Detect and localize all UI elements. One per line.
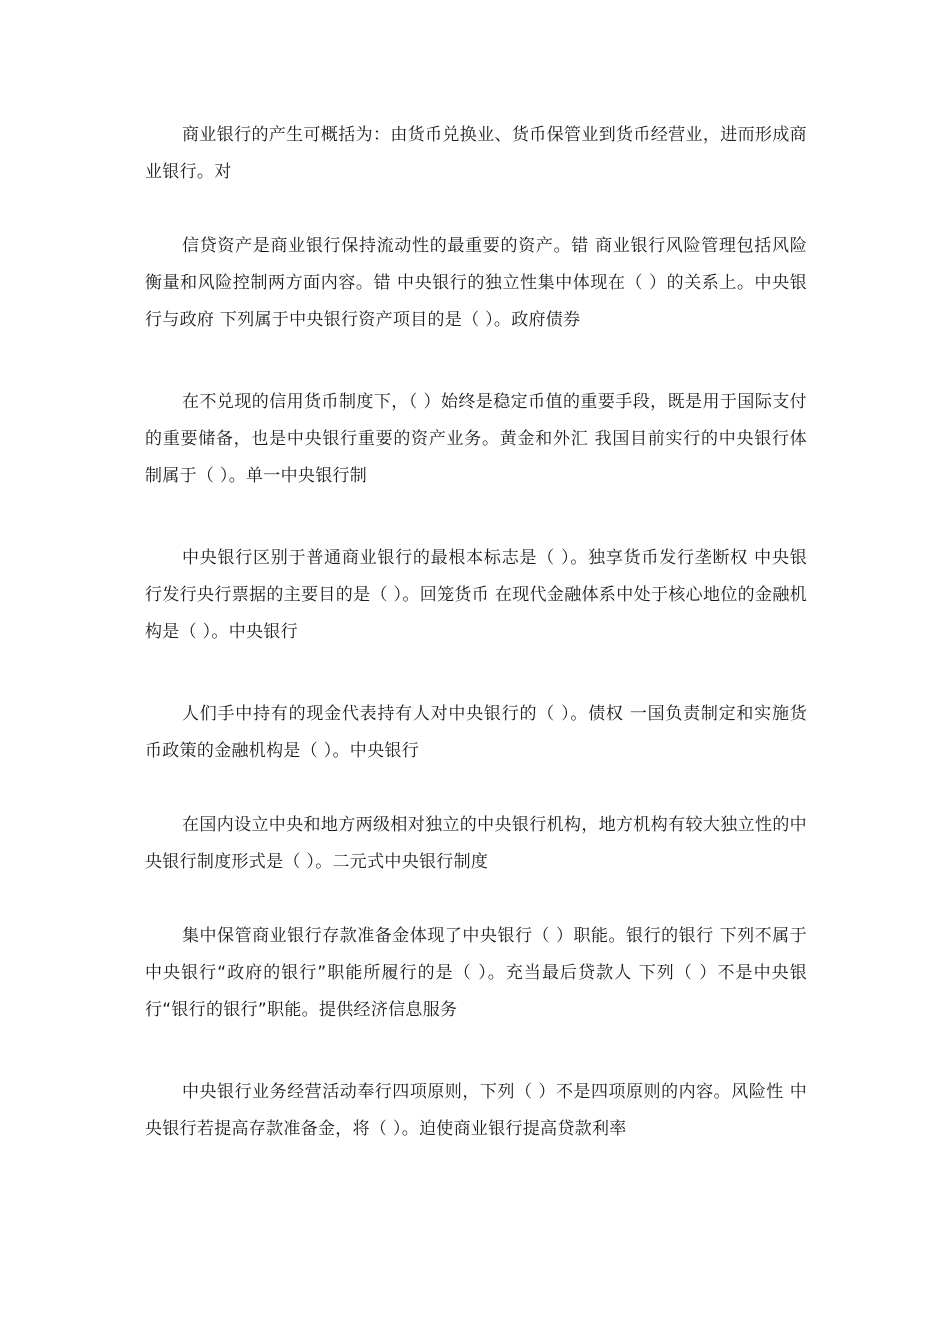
paragraph-8: 中央银行业务经营活动奉行四项原则，下列（ ）不是四项原则的内容。风险性 中央银行若提高存款准备金，将（ ）。迫使商业银行提高贷款利率 bbox=[145, 1082, 807, 1139]
paragraph-1: 商业银行的产生可概括为：由货币兑换业、货币保管业到货币经营业，进而形成商业银行。对 bbox=[145, 125, 807, 182]
paragraph-7: 集中保管商业银行存款准备金体现了中央银行（ ）职能。银行的银行 下列不属于中央银行“政府的银行”职能所履行的是（ ）。充当最后贷款人 下列（ ）不是中央银行“银行的银行”职能。提供经济信息服务 bbox=[145, 926, 807, 1020]
paragraph-6: 在国内设立中央和地方两级相对独立的中央银行机构，地方机构有较大独立性的中央银行制度形式是（ ）。二元式中央银行制度 bbox=[145, 815, 807, 872]
paragraph-4: 中央银行区别于普通商业银行的最根本标志是（ ）。独享货币发行垄断权 中央银行发行央行票据的主要目的是（ ）。回笼货币 在现代金融体系中处于核心地位的金融机构是（ ）。中央银行 bbox=[145, 548, 807, 642]
paragraph-2: 信贷资产是商业银行保持流动性的最重要的资产。错 商业银行风险管理包括风险衡量和风险控制两方面内容。错 中央银行的独立性集中体现在（ ）的关系上。中央银行与政府 下列属于中央银行资产项目的是（ ）。政府债券 bbox=[145, 236, 807, 330]
paragraph-5: 人们手中持有的现金代表持有人对中央银行的（ ）。债权 一国负责制定和实施货币政策的金融机构是（ ）。中央银行 bbox=[145, 704, 807, 761]
paragraph-3: 在不兑现的信用货币制度下，（ ）始终是稳定币值的重要手段，既是用于国际支付的重要储备，也是中央银行重要的资产业务。黄金和外汇 我国目前实行的中央银行体制属于（ ）。单一中央银行制 bbox=[145, 392, 807, 486]
